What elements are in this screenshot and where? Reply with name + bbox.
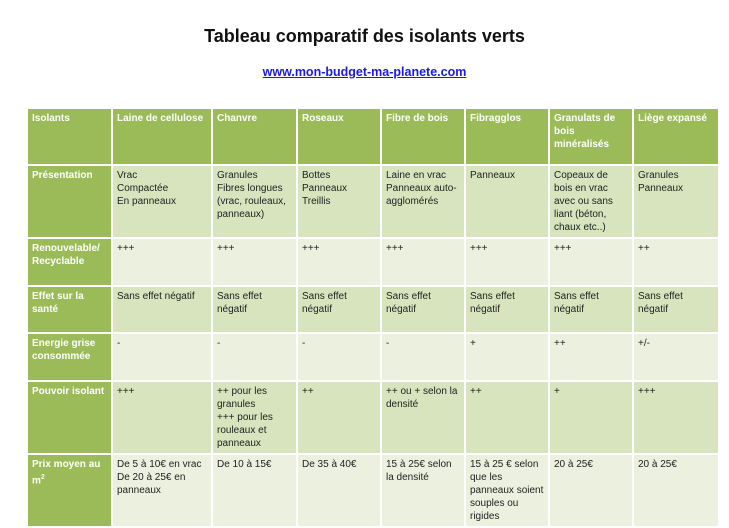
row-header [27, 381, 112, 454]
header-row [27, 108, 719, 165]
row-header-label: Renouvelable/ Recyclable [32, 243, 100, 267]
table-cell: Sans effet négatif [112, 286, 212, 333]
table-cell: Panneaux [465, 165, 549, 238]
table-cell: Bottes Panneaux Treillis [297, 165, 381, 238]
table-cell: De 5 à 10€ en vrac De 20 à 25€ en panneaux [112, 454, 212, 527]
header-cell: Liège expansé [633, 108, 719, 165]
row-header-label: Présentation [32, 170, 93, 181]
table-cell: 20 à 25€ [633, 454, 719, 527]
table-cell: ++ [549, 333, 633, 381]
row-header [27, 165, 112, 238]
table-cell: + [465, 333, 549, 381]
table-cell: - [381, 333, 465, 381]
table-row [27, 238, 719, 286]
row-header-label: Energie grise consommée [32, 338, 96, 362]
table-cell: ++ [465, 381, 549, 454]
table-cell: + [549, 381, 633, 454]
header-cell: Fibragglos [465, 108, 549, 165]
table-cell: - [297, 333, 381, 381]
table-cell: +++ [212, 238, 297, 286]
table-row [27, 333, 719, 381]
website-link-wrapper [0, 65, 729, 79]
superscript: 2 [40, 474, 45, 481]
row-header [27, 238, 112, 286]
table-cell: +++ [297, 238, 381, 286]
table-cell: +++ [633, 381, 719, 454]
table-cell: +++ [112, 238, 212, 286]
table-row [27, 165, 719, 238]
row-header [27, 286, 112, 333]
table-cell: ++ [297, 381, 381, 454]
table-cell: De 10 à 15€ [212, 454, 297, 527]
table-cell: 15 à 25 € selon que les panneaux soient souples ou rigides [465, 454, 549, 527]
table-cell: - [212, 333, 297, 381]
table-cell: Sans effet négatif [297, 286, 381, 333]
table-cell: Copeaux de bois en vrac avec ou sans liant (béton, chaux etc..) [549, 165, 633, 238]
header-cell: Granulats de bois minéralisés [549, 108, 633, 165]
table-cell: ++ [633, 238, 719, 286]
table-cell: Granules Fibres longues (vrac, rouleaux, panneaux) [212, 165, 297, 238]
table-cell: Sans effet négatif [212, 286, 297, 333]
comparison-table [26, 107, 720, 528]
page-title: Tableau comparatif des isolants verts [204, 26, 525, 46]
table-cell: ++ pour les granules +++ pour les rouleaux et panneaux [212, 381, 297, 454]
table-cell: ++ ou + selon la densité [381, 381, 465, 454]
header-cell: Laine de cellulose [112, 108, 212, 165]
table-cell: +++ [549, 238, 633, 286]
table-cell: Granules Panneaux [633, 165, 719, 238]
row-header [27, 333, 112, 381]
table-cell: Sans effet négatif [633, 286, 719, 333]
table-cell: +/- [633, 333, 719, 381]
table-cell: 20 à 25€ [549, 454, 633, 527]
table-cell: De 35 à 40€ [297, 454, 381, 527]
row-header [27, 454, 112, 527]
table-cell: +++ [381, 238, 465, 286]
header-cell: Fibre de bois [381, 108, 465, 165]
table-cell: Sans effet négatif [381, 286, 465, 333]
table-cell: Sans effet négatif [549, 286, 633, 333]
row-header-label: Pouvoir isolant [32, 386, 105, 397]
website-link[interactable]: www.mon-budget-ma-planete.com [262, 65, 467, 79]
table-cell: Laine en vrac Panneaux auto-agglomérés [381, 165, 465, 238]
header-cell: Roseaux [297, 108, 381, 165]
row-header-label: Effet sur la santé [32, 291, 84, 315]
table-cell: +++ [112, 381, 212, 454]
table-row [27, 454, 719, 527]
table-cell: Sans effet négatif [465, 286, 549, 333]
table-cell: 15 à 25€ selon la densité [381, 454, 465, 527]
header-cell: Isolants [27, 108, 112, 165]
table-cell: - [112, 333, 212, 381]
header-cell: Chanvre [212, 108, 297, 165]
table-cell: Vrac Compactée En panneaux [112, 165, 212, 238]
table-cell: +++ [465, 238, 549, 286]
table-row [27, 286, 719, 333]
row-header-label: Prix moyen au m [32, 459, 101, 487]
table-row [27, 381, 719, 454]
